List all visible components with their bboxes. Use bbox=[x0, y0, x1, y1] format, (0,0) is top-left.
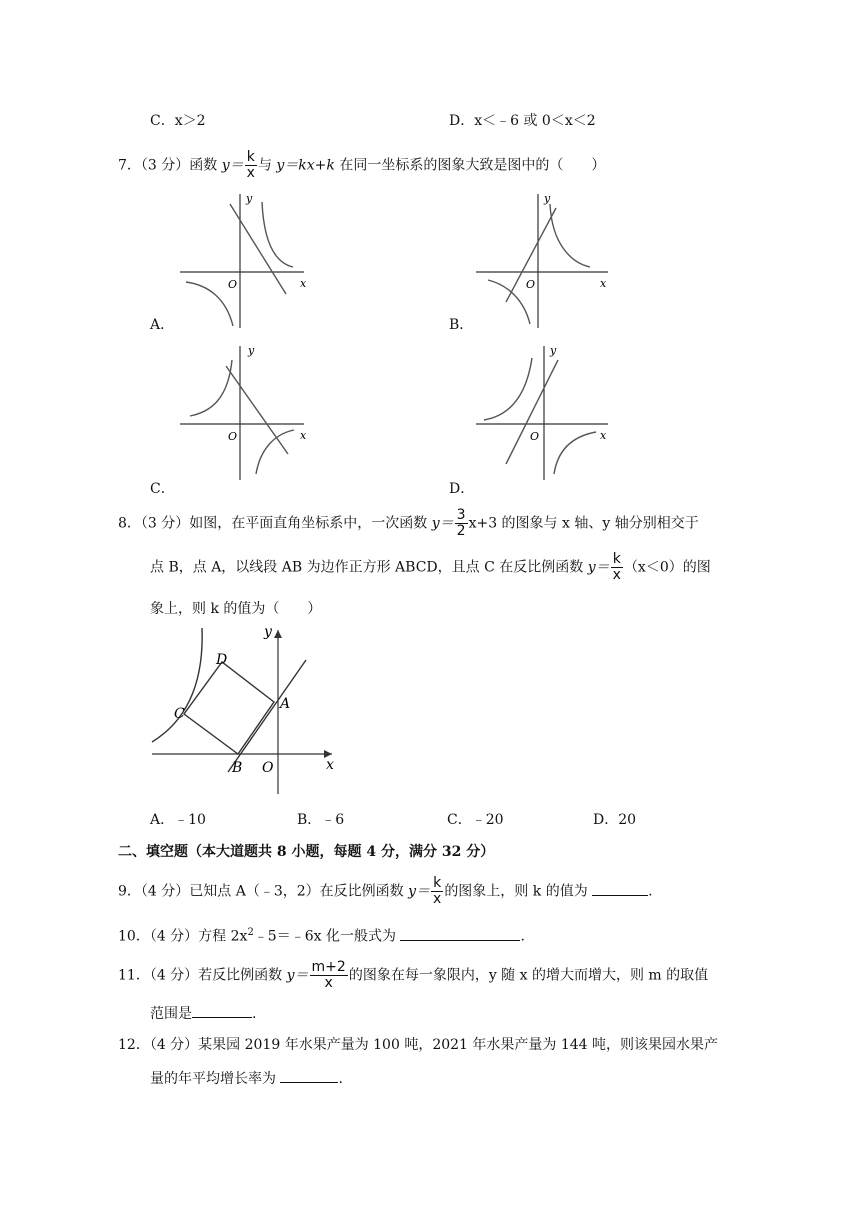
graph-x-label: x bbox=[600, 277, 607, 290]
fig-x-label: x bbox=[326, 757, 334, 773]
q8-option-d: D．20 bbox=[593, 812, 637, 828]
fig-point-b: B bbox=[232, 760, 243, 776]
q8-figure bbox=[148, 622, 348, 802]
graph-origin-label: O bbox=[228, 430, 238, 443]
q7-graph-d bbox=[474, 344, 614, 484]
fig-point-c: C bbox=[174, 706, 185, 722]
graph-x-label: x bbox=[300, 277, 307, 290]
q6-option-d: D．x＜﹣6 或 0＜x＜2 bbox=[449, 113, 596, 129]
q10-answer-blank[interactable] bbox=[400, 926, 520, 941]
q7-option-c: C． bbox=[150, 481, 175, 497]
q8-option-c: C．﹣20 bbox=[447, 812, 504, 828]
q8-option-a: A．﹣10 bbox=[150, 812, 206, 828]
q10-stem: 10．（4 分）方程 $2x^2﹣5=﹣6x$ 化一般式为 . bbox=[118, 927, 525, 945]
fig-point-a: A bbox=[280, 696, 291, 712]
fig-y-label: y bbox=[264, 624, 272, 640]
graph-y-label: y bbox=[550, 344, 557, 357]
q9-stem: 9．（4 分）已知点 A（﹣3，2）在反比例函数 y＝ $\frac{k}{x}$ 的图象上，则 k 的值为 . bbox=[118, 875, 653, 907]
graph-y-label: y bbox=[544, 192, 551, 205]
q7-graph-a bbox=[178, 190, 318, 330]
fig-point-d: D bbox=[216, 652, 228, 668]
q12-answer-blank[interactable] bbox=[280, 1068, 338, 1083]
q8-stem-line1: 8．（3 分）如图，在平面直角坐标系中，一次函数 y＝ $\frac{3}{2}$ x+3 的图象与 x 轴、y 轴分别相交于 bbox=[118, 507, 699, 539]
q9-answer-blank[interactable] bbox=[592, 881, 648, 896]
q8-fraction: $\frac{3}{2}$ bbox=[456, 507, 466, 539]
q7-graph-c bbox=[178, 344, 318, 484]
q7-fraction: $\frac{k}{x}$ bbox=[246, 149, 255, 181]
graph-y-label: y bbox=[246, 192, 253, 205]
q9-fraction: $\frac{k}{x}$ bbox=[433, 875, 442, 907]
q8-fraction-k: $\frac{k}{x}$ bbox=[612, 551, 621, 583]
graph-x-label: x bbox=[600, 429, 607, 442]
graph-origin-label: O bbox=[526, 278, 536, 291]
q11-stem-line2: 范围是 . bbox=[150, 1003, 256, 1025]
q12-stem-line1: 12．（4 分）某果园 2019 年水果产量为 100 吨，2021 年水果产量为 144 吨，则该果园水果产 bbox=[118, 1037, 719, 1053]
q6-option-c: C．x＞2 bbox=[150, 113, 206, 129]
q8-option-b: B．﹣6 bbox=[297, 812, 345, 828]
q7-option-d: D． bbox=[449, 481, 475, 497]
q7-stem: 7．（3 分）函数 y＝ $\frac{k}{x}$ 与 y＝kx+k 在同一坐标系的图象大致是图中的（ ） bbox=[118, 149, 606, 181]
q7-option-a: A． bbox=[150, 317, 175, 333]
q7-option-b: B． bbox=[449, 317, 474, 333]
q8-stem-line3: 象上，则 k 的值为（ ） bbox=[150, 601, 322, 617]
graph-x-label: x bbox=[300, 429, 307, 442]
q8-stem-line2: 点 B，点 A，以线段 AB 为边作正方形 ABCD，且点 C 在反比例函数 y＝ $\frac{k}{x}$ （x＜0）的图 bbox=[150, 551, 711, 583]
graph-y-label: y bbox=[248, 344, 255, 357]
section-heading: 二、填空题（本大道题共 8 小题，每题 4 分，满分 32 分） bbox=[118, 844, 495, 860]
q7-graph-b bbox=[474, 190, 614, 330]
q12-stem-line2: 量的年平均增长率为 . bbox=[150, 1068, 343, 1090]
fig-origin: O bbox=[262, 760, 274, 776]
q11-answer-blank[interactable] bbox=[192, 1003, 252, 1018]
graph-origin-label: O bbox=[228, 278, 238, 291]
q11-fraction: $\frac{m+2}{x}$ bbox=[311, 959, 346, 991]
q11-stem-line1: 11．（4 分）若反比例函数 y＝ $\frac{m+2}{x}$ 的图象在每一象限内，y 随 x 的增大而增大，则 m 的取值 bbox=[118, 959, 709, 991]
graph-origin-label: O bbox=[530, 430, 540, 443]
